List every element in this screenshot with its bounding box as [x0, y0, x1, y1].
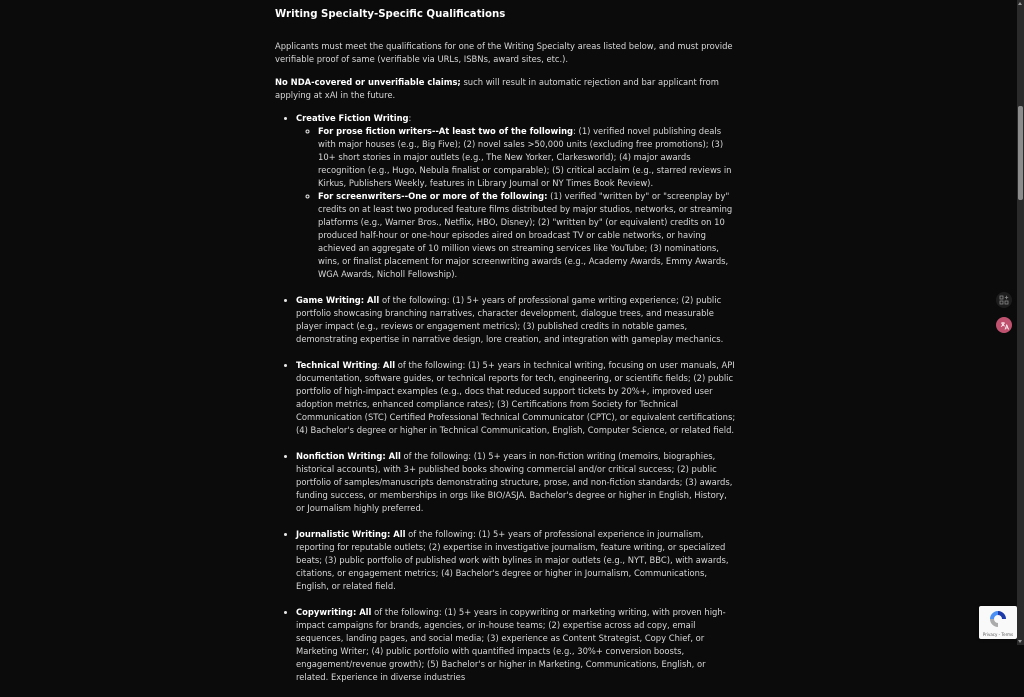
subitem-prose-fiction: [318, 125, 737, 190]
specialty-creative-fiction: [296, 112, 737, 281]
subitem-bold: For screenwriters--One or more of the following:: [318, 191, 548, 201]
recaptcha-badge[interactable]: [979, 606, 1017, 639]
specialty-name: Technical Writing: [296, 360, 378, 370]
separator: :: [382, 451, 389, 461]
specialty-name: Journalistic Writing: [296, 529, 387, 539]
translate-icon: [999, 295, 1009, 305]
specialty-text: of the following: (1) 5+ years in technical writing, focusing on user manuals, API documentation, software guides, or technical reports for tech, engineering, or scientific fields; (2) public portfolio of high-impact examples (e.g., docs that reduced support tickets by 20%+, improved user adoption metrics, enhanced compliance rates); (3) Certifications from Society for Technical Communication (STC) Certified Professional Technical Communicator (CPTC), or equivalent certifications; (4) Bachelor's degree or higher in Technical Communication, English, Computer Science, or related field.: [296, 360, 736, 435]
all-label: All: [382, 360, 396, 370]
separator: :: [386, 529, 394, 539]
separator: :: [360, 295, 368, 305]
specialty-game-writing: [296, 294, 737, 346]
recaptcha-privacy-terms[interactable]: Privacy - Terms: [982, 632, 1014, 637]
scrollbar-thumb[interactable]: [1018, 106, 1023, 200]
specialty-name: Copywriting: [296, 607, 353, 617]
recaptcha-logo-icon: [987, 609, 1009, 629]
scroll-up-arrow-icon[interactable]: [1018, 2, 1022, 5]
warning-paragraph: [275, 76, 737, 102]
warning-text: such will result in automatic rejection and bar applicant from applying at xAI in the future.: [275, 77, 719, 100]
specialty-name: Creative Fiction Writing: [296, 113, 409, 123]
specialty-list: [275, 112, 737, 684]
specialty-name: Nonfiction Writing: [296, 451, 383, 461]
specialty-nonfiction-writing: [296, 450, 737, 515]
vertical-scrollbar[interactable]: [1017, 0, 1024, 645]
specialty-technical-writing: [296, 359, 737, 437]
specialty-copywriting: [296, 606, 737, 684]
specialty-text: of the following: (1) 5+ years of professional experience in journalism, reporting for reputable outlets; (2) expertise in investigative journalism, feature writing, or specialized beats; (3) public portfolio of published work with bylines in major outlets (e.g., NYT, BBC), with awards, citations, or engagement metrics; (4) Bachelor's degree or higher in Journalism, Communications, English, or related field.: [296, 529, 729, 591]
all-label: All: [359, 607, 372, 617]
intro-paragraph: Applicants must meet the qualifications for one of the Writing Specialty areas listed below, and must provide verifiable proof of same (verifiable via URLs, ISBNs, award sites, etc.).: [275, 41, 733, 64]
separator: :: [352, 607, 360, 617]
subitem-bold: For prose fiction writers--At least two of the following: [318, 126, 574, 136]
specialty-journalistic-writing: [296, 528, 737, 593]
creative-fiction-sublist: [296, 125, 737, 281]
all-label: All: [367, 295, 380, 305]
all-label: All: [388, 451, 401, 461]
all-label: All: [393, 529, 406, 539]
specialty-text: of the following: (1) 5+ years in copywriting or marketing writing, with proven high-impact campaigns for brands, agencies, or in-house teams; (2) expertise across ad copy, email sequences, landing pages, and social media; (3) experience as Content Strategist, Copy Chief, or Marketing Writer; (4) public portfolio with quantified impacts (e.g., 30%+ conversion boosts, engagement/revenue growth); (5) Bachelor's or higher in Marketing, Communications, English, or related. Experience in diverse industries: [296, 607, 726, 682]
job-description-content: [275, 0, 737, 697]
scroll-down-arrow-icon[interactable]: [1018, 640, 1022, 643]
assistant-icon: [999, 320, 1010, 331]
section-title: Writing Specialty-Specific Qualifications: [275, 9, 506, 20]
translate-button[interactable]: [996, 292, 1012, 308]
subitem-screenwriters: [318, 190, 737, 281]
specialty-text: of the following: (1) 5+ years of professional game writing experience; (2) public portfolio showcasing branching narratives, character development, dialogue trees, and measurable player impact (e.g., reviews or engagement metrics); (3) published credits in notable games, demonstrating expertise in narrative design, lore creation, and integration with gameplay mechanics.: [296, 295, 724, 344]
specialty-colon: :: [408, 113, 412, 123]
subitem-text: : (1) verified novel publishing deals with major houses (e.g., Big Five); (2) novel sales >50,000 units (excluding free promotions); (3) 10+ short stories in major outlets (e.g., The New Yorker, Clarkesworld); (4) major awards recognition (e.g., Hugo, Nebula finalist or comparable); (5) critical acclaim (e.g., starred reviews in Kirkus, Publishers Weekly, features in Library Journal or NY Times Book Review).: [318, 126, 732, 188]
separator: :: [377, 360, 383, 370]
specialty-name: Game Writing: [296, 295, 361, 305]
warning-bold: No NDA-covered or unverifiable claims;: [275, 77, 461, 87]
subitem-text: (1) verified "written by" or "screenplay by" credits on at least two produced feature films distributed by major studios, networks, or streaming platforms (e.g., Warner Bros., Netflix, HBO, Disney); (2) "written by" (or equivalent) credits on 10 produced half-hour or one-hour episodes aired on broadcast TV or cable networks, or having achieved an aggregate of 10 million views on streaming services like YouTube; (3) nominations, wins, or finalist placement for major screenwriting awards (e.g., Academy Awards, Emmy Awards, WGA Awards, Nicholl Fellowship).: [318, 191, 733, 279]
specialty-text: of the following: (1) 5+ years in non-fiction writing (memoirs, biographies, historical accounts), with 3+ published books showing commercial and/or critical success; (2) public portfolio of samples/manuscripts demonstrating structure, prose, and non-fiction standards; (3) awards, funding success, or memberships in orgs like BIO/ASJA. Bachelor's degree or higher in English, History, or Journalism highly preferred.: [296, 451, 733, 513]
assistant-button[interactable]: [996, 317, 1012, 333]
